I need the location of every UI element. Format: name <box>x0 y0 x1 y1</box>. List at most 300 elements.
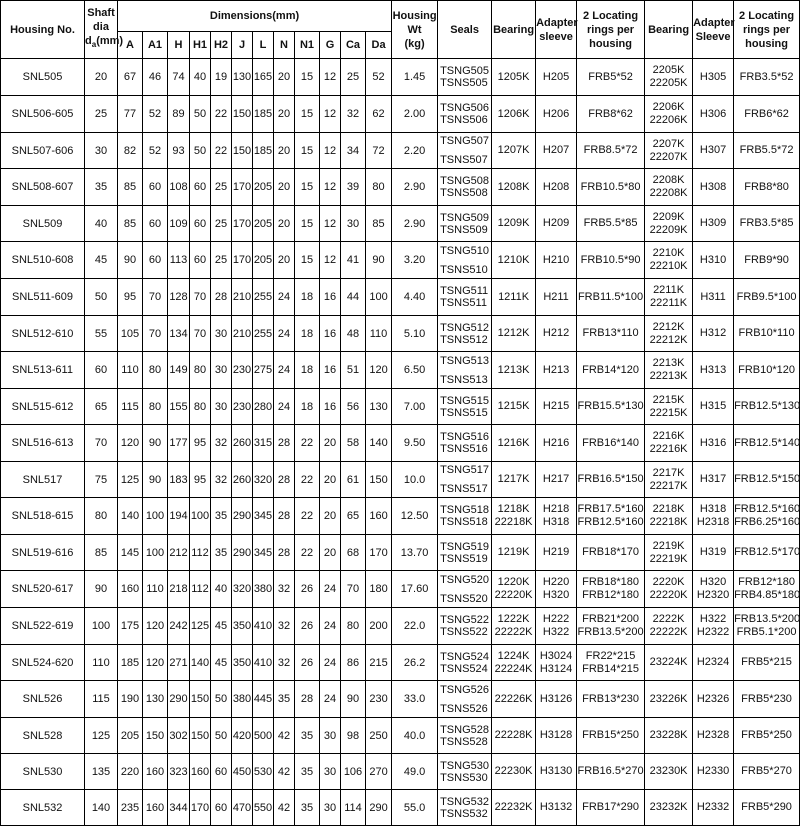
cell-dim-n: 20 <box>274 59 295 96</box>
cell-dim-n: 32 <box>274 645 295 681</box>
cell-dim-da: 150 <box>366 462 392 498</box>
cell-locating-rings <box>577 133 645 169</box>
cell-locating-rings-2-line: FRB3.5*52 <box>739 70 794 83</box>
cell-seals-line: TSNG522 <box>440 614 489 626</box>
cell-adapter-sleeve-2 <box>693 389 734 425</box>
cell-adapter-sleeve-2 <box>693 790 734 826</box>
cell-adapter-sleeve-2-line: H316 <box>699 436 727 449</box>
cell-bearing-2-line: 2216K <box>652 430 685 442</box>
cell-bearing-2 <box>645 316 693 352</box>
cell-bearing-2-line: 2222K <box>652 613 685 625</box>
cell-dim-l: 205 <box>253 169 274 206</box>
cell-adapter-sleeve-line: H212 <box>542 327 570 339</box>
cell-shaft-dia: 80 <box>85 498 118 535</box>
cell-dim-a: 110 <box>118 352 143 389</box>
cell-locating-rings-2 <box>734 59 800 96</box>
cell-locating-rings-line: FRB10.5*80 <box>580 180 641 193</box>
cell-bearing-2 <box>645 498 693 535</box>
cell-locating-rings-line: FRB21*200 <box>582 613 639 625</box>
cell-bearing-2-line: 2208K <box>652 174 685 186</box>
cell-locating-rings-line: FRB16.5*150 <box>577 473 644 485</box>
cell-dim-j: 150 <box>232 96 253 133</box>
cell-locating-rings <box>577 571 645 608</box>
cell-locating-rings-line: FRB15*250 <box>582 729 639 741</box>
cell-seals-line: TSNG530 <box>440 759 489 772</box>
cell-locating-rings <box>577 96 645 133</box>
cell-adapter-sleeve-2-line: H310 <box>699 253 727 266</box>
cell-locating-rings-line: FRB5.5*85 <box>583 217 638 229</box>
cell-shaft-dia: 110 <box>85 645 118 681</box>
cell-dim-h1: 140 <box>190 645 211 681</box>
cell-bearing-2 <box>645 571 693 608</box>
cell-seals-line: TSNS532 <box>440 807 488 820</box>
cell-dim-h2: 50 <box>211 718 232 754</box>
cell-dim-l: 380 <box>253 571 274 608</box>
cell-locating-rings <box>577 681 645 718</box>
table-row <box>1 571 800 608</box>
cell-dim-g: 12 <box>320 242 341 279</box>
cell-dim-l: 320 <box>253 462 274 498</box>
cell-bearing <box>492 754 536 790</box>
cell-dim-ca: 51 <box>341 352 366 389</box>
cell-bearing-line: 22222K <box>494 626 533 638</box>
cell-adapter-sleeve <box>536 754 577 790</box>
cell-dim-n1: 18 <box>295 316 320 352</box>
cell-dim-g: 20 <box>320 498 341 535</box>
cell-dim-l: 165 <box>253 59 274 96</box>
cell-housing-wt: 10.0 <box>392 462 438 498</box>
cell-dim-g: 24 <box>320 571 341 608</box>
cell-locating-rings <box>577 352 645 389</box>
header-seals: Seals <box>438 1 492 59</box>
cell-seals-line: TSNS520 <box>440 592 488 605</box>
cell-bearing-2-line: 2207K <box>652 137 685 150</box>
cell-locating-rings-2 <box>734 96 800 133</box>
cell-dim-n: 28 <box>274 498 295 535</box>
cell-dim-h1: 112 <box>190 535 211 571</box>
cell-adapter-sleeve <box>536 608 577 645</box>
cell-seals-line: TSNG511 <box>440 285 489 297</box>
cell-bearing-2 <box>645 242 693 279</box>
cell-dim-da: 100 <box>366 279 392 316</box>
cell-housing-no: SNL530 <box>1 754 85 790</box>
cell-bearing-2-line: 2209K <box>652 210 685 223</box>
cell-dim-h2: 28 <box>211 279 232 316</box>
cell-locating-rings-2-line: FRB6*62 <box>744 107 789 120</box>
cell-dim-g: 12 <box>320 169 341 206</box>
cell-seals-line: TSNS511 <box>440 297 487 309</box>
cell-adapter-sleeve-2 <box>693 571 734 608</box>
cell-dim-h1: 95 <box>190 425 211 462</box>
cell-housing-wt: 40.0 <box>392 718 438 754</box>
cell-adapter-sleeve-2 <box>693 754 734 790</box>
cell-housing-wt: 2.90 <box>392 169 438 206</box>
cell-dim-ca: 39 <box>341 169 366 206</box>
cell-dim-ca: 34 <box>341 133 366 169</box>
cell-housing-no: SNL508-607 <box>1 169 85 206</box>
cell-dim-h1: 112 <box>190 571 211 608</box>
cell-locating-rings-2-line: FRB12.5*140 <box>734 436 800 449</box>
cell-dim-n: 32 <box>274 608 295 645</box>
cell-locating-rings-2-line: FRB9*90 <box>744 253 789 266</box>
cell-dim-l: 185 <box>253 133 274 169</box>
cell-housing-no: SNL505 <box>1 59 85 96</box>
cell-dim-n1: 35 <box>295 790 320 826</box>
cell-locating-rings-2-line: FRB9.5*100 <box>736 290 797 303</box>
cell-dim-g: 16 <box>320 352 341 389</box>
cell-adapter-sleeve-2-line: H305 <box>699 70 727 83</box>
cell-bearing-line: 1215K <box>497 400 530 412</box>
cell-adapter-sleeve <box>536 462 577 498</box>
cell-dim-a1: 120 <box>143 608 168 645</box>
cell-adapter-sleeve-2 <box>693 718 734 754</box>
cell-bearing-2-line: 23226K <box>649 692 688 705</box>
cell-locating-rings-2-line: FRB5*290 <box>741 801 792 813</box>
cell-adapter-sleeve-2-line: H2326 <box>696 692 730 705</box>
cell-dim-h2: 25 <box>211 242 232 279</box>
cell-locating-rings <box>577 59 645 96</box>
header-dimensions: Dimensions(mm) <box>118 1 392 32</box>
cell-seals <box>438 754 492 790</box>
cell-seals-line: TSNS517 <box>440 483 488 495</box>
cell-dim-g: 16 <box>320 279 341 316</box>
table-row <box>1 133 800 169</box>
cell-adapter-sleeve-2-line: H2332 <box>696 801 730 813</box>
cell-seals-line: TSNG526 <box>440 683 489 696</box>
cell-seals-line: TSNS522 <box>440 626 488 638</box>
cell-adapter-sleeve <box>536 59 577 96</box>
header-locating-rings: 2 Locating rings per housing <box>577 1 645 59</box>
cell-seals-line: TSNG528 <box>440 723 489 736</box>
cell-housing-no: SNL532 <box>1 790 85 826</box>
table-row <box>1 462 800 498</box>
cell-bearing-line: 1224K <box>497 649 530 662</box>
cell-dim-l: 550 <box>253 790 274 826</box>
cell-seals-line: TSNG515 <box>440 394 489 407</box>
cell-dim-j: 170 <box>232 242 253 279</box>
cell-housing-no: SNL512-610 <box>1 316 85 352</box>
cell-dim-n1: 18 <box>295 352 320 389</box>
cell-dim-n: 20 <box>274 133 295 169</box>
cell-dim-ca: 44 <box>341 279 366 316</box>
cell-bearing-2-line: 2206K <box>652 101 685 113</box>
cell-shaft-dia: 70 <box>85 425 118 462</box>
cell-locating-rings-line: FRB5*52 <box>588 70 633 83</box>
cell-adapter-sleeve-line: H207 <box>542 144 570 156</box>
cell-seals-line: TSNS508 <box>440 187 488 199</box>
cell-seals-line: TSNS509 <box>440 223 488 236</box>
cell-bearing-2 <box>645 535 693 571</box>
cell-shaft-dia: 100 <box>85 608 118 645</box>
cell-housing-no: SNL513-611 <box>1 352 85 389</box>
cell-dim-l: 185 <box>253 96 274 133</box>
cell-locating-rings-line: FRB17*290 <box>582 801 639 813</box>
cell-dim-h1: 60 <box>190 242 211 279</box>
cell-locating-rings-line: FRB11.5*100 <box>577 290 644 303</box>
cell-bearing <box>492 790 536 826</box>
cell-locating-rings-line: FRB15.5*130 <box>577 400 644 412</box>
cell-dim-ca: 32 <box>341 96 366 133</box>
header-locating-rings-2: 2 Locating rings per housing <box>734 1 800 59</box>
cell-dim-j: 130 <box>232 59 253 96</box>
cell-bearing-line: 1206K <box>497 107 530 120</box>
cell-shaft-dia: 125 <box>85 718 118 754</box>
cell-shaft-dia: 135 <box>85 754 118 790</box>
cell-dim-h1: 170 <box>190 790 211 826</box>
cell-dim-g: 20 <box>320 462 341 498</box>
cell-dim-j: 420 <box>232 718 253 754</box>
cell-dim-a: 85 <box>118 169 143 206</box>
cell-adapter-sleeve <box>536 242 577 279</box>
cell-bearing-2 <box>645 754 693 790</box>
cell-housing-no: SNL522-619 <box>1 608 85 645</box>
cell-bearing-2-line: 22206K <box>649 114 688 126</box>
header-dim-a1: A1 <box>143 32 168 59</box>
cell-adapter-sleeve <box>536 96 577 133</box>
header-housing-wt: Housing Wt (kg) <box>392 1 438 59</box>
cell-dim-n1: 15 <box>295 206 320 242</box>
cell-dim-n: 24 <box>274 316 295 352</box>
cell-seals <box>438 571 492 608</box>
cell-dim-n: 42 <box>274 790 295 826</box>
cell-shaft-dia: 75 <box>85 462 118 498</box>
cell-dim-h: 177 <box>168 425 190 462</box>
cell-adapter-sleeve-line: H3126 <box>539 692 573 705</box>
cell-dim-a: 95 <box>118 279 143 316</box>
cell-seals-line: TSNG519 <box>440 540 489 553</box>
cell-seals-line: TSNG517 <box>440 464 489 476</box>
cell-dim-n1: 26 <box>295 645 320 681</box>
cell-seals-line: TSNG516 <box>440 431 489 443</box>
cell-dim-a1: 150 <box>143 718 168 754</box>
cell-locating-rings-2-line: FRB10*110 <box>738 327 795 339</box>
cell-adapter-sleeve-2 <box>693 645 734 681</box>
cell-housing-no: SNL507-606 <box>1 133 85 169</box>
cell-dim-l: 280 <box>253 389 274 425</box>
cell-adapter-sleeve-2 <box>693 133 734 169</box>
header-dim-n: N <box>274 32 295 59</box>
cell-housing-wt: 12.50 <box>392 498 438 535</box>
cell-adapter-sleeve-2 <box>693 316 734 352</box>
cell-locating-rings-2-line: FRB5*270 <box>741 765 792 777</box>
cell-dim-a1: 80 <box>143 352 168 389</box>
cell-adapter-sleeve-line: H322 <box>542 626 570 638</box>
cell-bearing <box>492 133 536 169</box>
cell-housing-wt: 33.0 <box>392 681 438 718</box>
cell-bearing <box>492 279 536 316</box>
cell-locating-rings <box>577 498 645 535</box>
cell-seals <box>438 389 492 425</box>
cell-dim-ca: 25 <box>341 59 366 96</box>
cell-dim-da: 160 <box>366 498 392 535</box>
cell-dim-h2: 22 <box>211 133 232 169</box>
cell-dim-da: 90 <box>366 242 392 279</box>
cell-dim-n: 28 <box>274 425 295 462</box>
cell-locating-rings-2-line: FRB12.5*170 <box>734 546 800 558</box>
cell-dim-a1: 100 <box>143 535 168 571</box>
cell-dim-l: 410 <box>253 645 274 681</box>
header-dim-h2: H2 <box>211 32 232 59</box>
cell-dim-j: 450 <box>232 754 253 790</box>
cell-bearing-2-line: 22212K <box>649 333 688 346</box>
cell-dim-n1: 18 <box>295 389 320 425</box>
cell-seals-line: TSNG507 <box>440 135 489 147</box>
cell-dim-ca: 61 <box>341 462 366 498</box>
cell-bearing-2-line: 22209K <box>649 223 688 236</box>
cell-seals-line: TSNG512 <box>440 321 489 334</box>
header-bearing: Bearing <box>492 1 536 59</box>
cell-dim-h1: 95 <box>190 462 211 498</box>
cell-dim-n1: 35 <box>295 718 320 754</box>
cell-adapter-sleeve-2 <box>693 462 734 498</box>
cell-adapter-sleeve-2-line: H312 <box>699 327 727 339</box>
cell-shaft-dia: 85 <box>85 535 118 571</box>
cell-locating-rings-2 <box>734 718 800 754</box>
cell-locating-rings-2 <box>734 754 800 790</box>
cell-bearing-line: 22218K <box>494 516 533 528</box>
cell-locating-rings-2 <box>734 352 800 389</box>
cell-adapter-sleeve-2-line: H318 <box>699 503 727 515</box>
table-row <box>1 279 800 316</box>
cell-adapter-sleeve <box>536 425 577 462</box>
header-adapter-sleeve-2: Adapter Sleeve <box>693 1 734 59</box>
cell-dim-j: 470 <box>232 790 253 826</box>
cell-bearing-2 <box>645 169 693 206</box>
cell-dim-h1: 60 <box>190 169 211 206</box>
cell-seals-line: TSNG509 <box>440 211 489 224</box>
cell-dim-l: 275 <box>253 352 274 389</box>
cell-adapter-sleeve-2-line: H2322 <box>696 626 730 638</box>
cell-locating-rings-2 <box>734 425 800 462</box>
header-housing-no: Housing No. <box>1 1 85 59</box>
cell-adapter-sleeve <box>536 279 577 316</box>
cell-dim-a: 140 <box>118 498 143 535</box>
cell-seals-line: TSNS513 <box>440 373 488 386</box>
cell-adapter-sleeve <box>536 681 577 718</box>
cell-locating-rings-2 <box>734 790 800 826</box>
cell-seals <box>438 498 492 535</box>
cell-dim-n1: 15 <box>295 133 320 169</box>
cell-dim-h1: 150 <box>190 718 211 754</box>
cell-dim-h1: 100 <box>190 498 211 535</box>
cell-dim-n: 42 <box>274 718 295 754</box>
table-row <box>1 389 800 425</box>
cell-adapter-sleeve-2 <box>693 206 734 242</box>
cell-dim-n1: 35 <box>295 754 320 790</box>
cell-adapter-sleeve-2-line: H311 <box>700 290 726 303</box>
cell-seals <box>438 425 492 462</box>
cell-adapter-sleeve-line: H210 <box>542 253 570 266</box>
cell-dim-n1: 26 <box>295 608 320 645</box>
cell-dim-h: 212 <box>168 535 190 571</box>
cell-bearing-2-line: 22220K <box>649 589 688 601</box>
cell-housing-no: SNL511-609 <box>1 279 85 316</box>
cell-locating-rings <box>577 242 645 279</box>
cell-locating-rings-line: FRB16*140 <box>582 436 639 449</box>
cell-seals-line: TSNS518 <box>440 516 488 528</box>
cell-dim-n1: 26 <box>295 571 320 608</box>
cell-bearing-2 <box>645 59 693 96</box>
cell-housing-no: SNL517 <box>1 462 85 498</box>
cell-locating-rings <box>577 790 645 826</box>
cell-seals-line: TSNG506 <box>440 102 489 114</box>
cell-bearing-line: 1222K <box>497 613 530 625</box>
cell-adapter-sleeve-2 <box>693 242 734 279</box>
cell-locating-rings-2-line: FRB6.25*160 <box>734 516 800 528</box>
cell-bearing-2-line: 23230K <box>649 765 688 777</box>
cell-locating-rings-line: FRB17.5*160 <box>577 503 644 515</box>
cell-dim-n: 35 <box>274 681 295 718</box>
cell-dim-da: 72 <box>366 133 392 169</box>
cell-housing-wt: 2.90 <box>392 206 438 242</box>
cell-housing-wt: 49.0 <box>392 754 438 790</box>
cell-locating-rings <box>577 754 645 790</box>
cell-locating-rings-2 <box>734 242 800 279</box>
cell-locating-rings <box>577 389 645 425</box>
cell-seals-line: TSNS524 <box>440 662 488 675</box>
cell-housing-no: SNL520-617 <box>1 571 85 608</box>
cell-dim-a: 115 <box>118 389 143 425</box>
cell-bearing-2-line: 22217K <box>649 479 688 492</box>
cell-dim-h2: 60 <box>211 790 232 826</box>
cell-dim-n: 24 <box>274 279 295 316</box>
cell-dim-j: 260 <box>232 425 253 462</box>
cell-seals <box>438 790 492 826</box>
cell-seals-line: TSNS507 <box>440 154 488 166</box>
cell-housing-no: SNL510-608 <box>1 242 85 279</box>
cell-housing-no: SNL524-620 <box>1 645 85 681</box>
cell-dim-ca: 68 <box>341 535 366 571</box>
header-dim-da: Da <box>366 32 392 59</box>
cell-dim-a1: 70 <box>143 316 168 352</box>
cell-bearing-line: 1205K <box>497 70 530 83</box>
cell-locating-rings-2-line: FRB13.5*200 <box>734 613 800 625</box>
cell-dim-h: 183 <box>168 462 190 498</box>
cell-shaft-dia: 140 <box>85 790 118 826</box>
cell-shaft-dia: 25 <box>85 96 118 133</box>
table-row <box>1 59 800 96</box>
cell-housing-wt: 1.45 <box>392 59 438 96</box>
cell-dim-h: 302 <box>168 718 190 754</box>
cell-locating-rings-2 <box>734 681 800 718</box>
header-bearing-2: Bearing <box>645 1 693 59</box>
table-row <box>1 242 800 279</box>
cell-adapter-sleeve-2-line: H2320 <box>696 589 730 601</box>
cell-dim-da: 230 <box>366 681 392 718</box>
cell-dim-h1: 40 <box>190 59 211 96</box>
cell-dim-h: 74 <box>168 59 190 96</box>
cell-bearing <box>492 169 536 206</box>
cell-adapter-sleeve-2-line: H308 <box>699 180 727 193</box>
cell-locating-rings-line: FRB18*170 <box>582 546 639 558</box>
cell-bearing <box>492 389 536 425</box>
cell-housing-no: SNL518-615 <box>1 498 85 535</box>
cell-locating-rings <box>577 718 645 754</box>
cell-dim-ca: 114 <box>341 790 366 826</box>
cell-seals-line: TSNS519 <box>440 552 488 565</box>
cell-seals <box>438 718 492 754</box>
cell-dim-a: 77 <box>118 96 143 133</box>
cell-locating-rings <box>577 645 645 681</box>
cell-dim-a: 160 <box>118 571 143 608</box>
cell-dim-a: 82 <box>118 133 143 169</box>
cell-dim-a: 185 <box>118 645 143 681</box>
cell-housing-wt: 4.40 <box>392 279 438 316</box>
cell-seals-line: TSNS505 <box>440 77 488 89</box>
cell-dim-n: 24 <box>274 352 295 389</box>
cell-bearing-2-line: 2211K <box>653 284 685 296</box>
cell-dim-j: 350 <box>232 608 253 645</box>
